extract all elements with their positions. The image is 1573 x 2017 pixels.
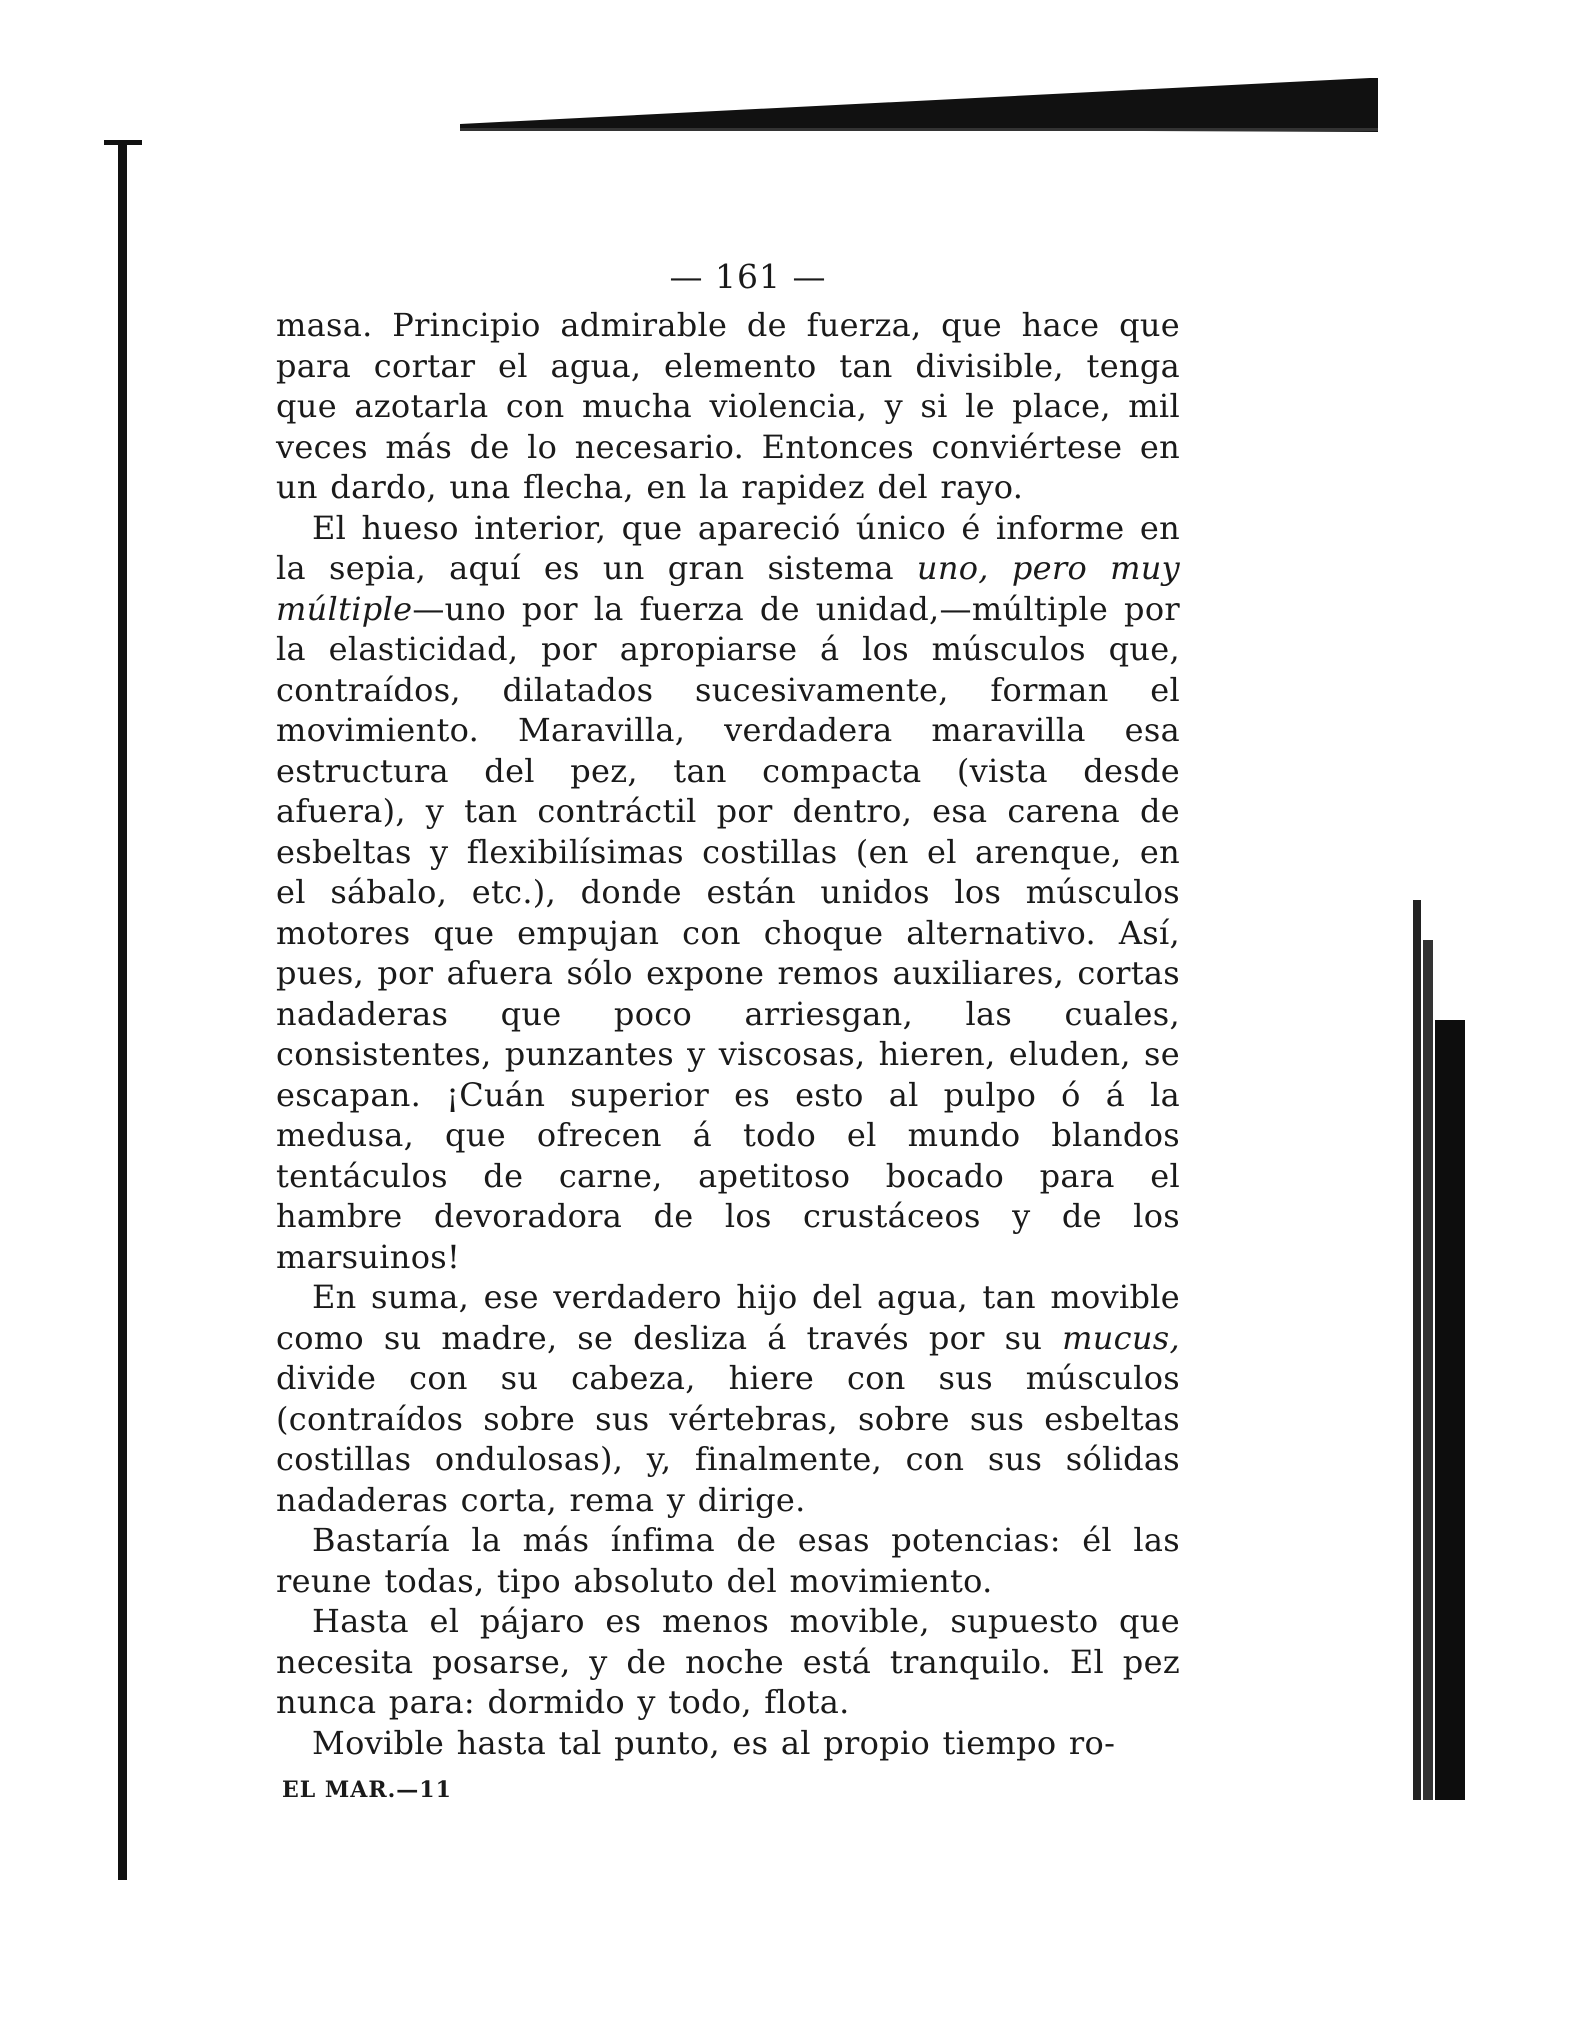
scan-edge-left-rule bbox=[118, 140, 127, 1880]
book-page bbox=[276, 255, 1180, 1803]
text-segment: masa. Principio admirable de fuerza, que hace que para cortar el agua, elemento tan divisible, tenga que azotarla con mucha violencia, y si le place, mil veces más de lo necesario. Entonces conviértese en un dardo, una flecha, en la rapidez del rayo. bbox=[276, 306, 1180, 506]
italic-text: uno, pero muy múltiple bbox=[276, 549, 1180, 628]
text-segment: En suma, ese verdadero hijo del agua, tan movible como su madre, se desliza á través por su bbox=[276, 1278, 1180, 1357]
paragraph bbox=[276, 1520, 1180, 1601]
text-segment: Movible hasta tal punto, es al propio tiempo ro- bbox=[312, 1723, 1116, 1762]
text-segment: Hasta el pájaro es menos movible, supuesto que necesita posarse, y de noche está tranquilo. El pez nunca para: dormido y todo, flota. bbox=[276, 1602, 1180, 1721]
italic-text: mucus, bbox=[1062, 1318, 1180, 1357]
text-segment: El hueso interior, que apareció único é informe en la sepia, aquí es un gran sistema bbox=[276, 508, 1180, 587]
page-footer-signature: EL MAR.—11 bbox=[282, 1777, 452, 1803]
paragraph bbox=[276, 1723, 1180, 1764]
paragraph bbox=[276, 305, 1180, 508]
paragraph bbox=[276, 508, 1180, 1278]
text-segment: Bastaría la más ínfima de esas potencias: él las reune todas, tipo absoluto del movimiento. bbox=[276, 1521, 1180, 1600]
text-segment: divide con su cabeza, hiere con sus músculos (contraídos sobre sus vértebras, sobre sus esbeltas costillas ondulosas), y, finalmente, con sus sólidas nadaderas corta, rema y dirige. bbox=[276, 1359, 1180, 1519]
page-number: — 161 — bbox=[669, 257, 827, 296]
paragraph bbox=[276, 1277, 1180, 1520]
scan-edge-right-bar bbox=[1413, 900, 1465, 1800]
body-text bbox=[276, 305, 1180, 1763]
text-segment: —uno por la fuerza de unidad,—múltiple por la elasticidad, por apropiarse á los músculos que, contraídos, dilatados sucesivamente, forman el movimiento. Maravilla, verdadera maravilla esa estructura del pez, tan compacta (vista desde afuera), y tan contráctil por dentro, esa carena de esbeltas y flexibilísimas costillas (en el arenque, en el sábalo, etc.), donde están unidos los músculos motores que empujan con choque alternativo. Así, pues, por afuera sólo expone remos auxiliares, cortas nadaderas que poco arriesgan, las cuales, consistentes, punzantes y viscosas, hieren, eluden, se escapan. ¡Cuán superior es esto al pulpo ó á la medusa, que ofrecen á todo el mundo blandos tentáculos de carne, apetitoso bocado para el hambre devoradora de los crustáceos y de los marsuinos! bbox=[276, 589, 1180, 1276]
paragraph bbox=[276, 1601, 1180, 1723]
scan-edge-top-bar bbox=[460, 76, 1380, 136]
